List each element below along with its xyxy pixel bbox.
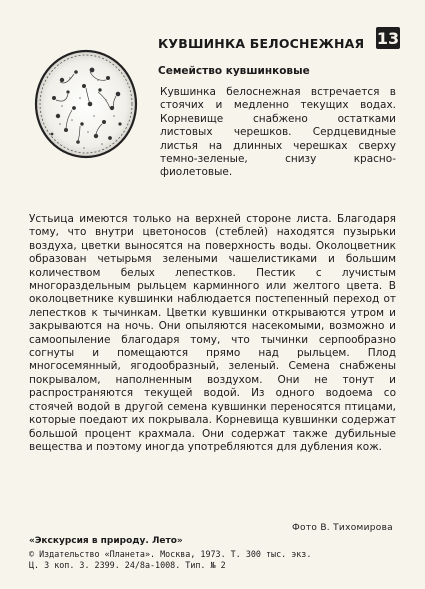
intro-paragraph: Кувшинка белоснежная встречается в стоячих и медленно текущих водах. Корневище снабжено остатками листовых черешков. Сердцевидные листья на длинных черешках сверху темно-зеленые, снизу красно-фиолетовые. <box>160 86 396 179</box>
family-name: Семейство кувшинковые <box>158 65 310 77</box>
photo-credit: Фото В. Тихомирова <box>291 523 393 533</box>
body-paragraph: Устьица имеются только на верхней стороне листа. Благодаря тому, что внутри цветоносов (стеблей) находятся пузырьки воздуха, цветки выносятся на поверхность воды. Околоцветник образован четырьмя зелеными чашелистиками и большим количеством белых лепестков. Пестик с лучистым многораздельным рыльцем карминного или желтого цвета. В околоцветнике кувшинки наблюдается постепенный переход от лепестков к тычинкам. Цветки кувшинки открываются утром и закрываются на ночь. Они опыляются насекомыми, возможно и самоопыление благодаря тому, что тычинки серпообразно согнуты и помещаются прямо над рыльцем. Плод многосемянный, ягодообразный, зеленый. Семена снабжены покрывалом, наполненным воздухом. Они не тонут и распространяются текущей водой. Из одного водоема со стоячей водой в другой семена кувшинки переносятся птицами, которые поедают их покрывала. Корневища кувшинки содержат большой процент крахмала. Они содержат также дубильные вещества и поэтому иногда употребляются для дубления кож. <box>29 213 396 453</box>
card-number-badge: 13 <box>376 28 400 48</box>
micrograph-circle-illustration <box>32 48 140 160</box>
series-title: «Экскурсия в природу. Лето» <box>29 536 183 546</box>
imprint-line-2: Ц. 3 коп. З. 2399. 24/8а-1008. Тип. № 2 <box>29 560 226 570</box>
imprint <box>29 549 311 571</box>
imprint-line-1: © Издательство «Планета». Москва, 1973. Т. 300 тыс. экз. <box>29 549 312 559</box>
card-title: КУВШИНКА БЕЛОСНЕЖНАЯ <box>158 36 365 51</box>
